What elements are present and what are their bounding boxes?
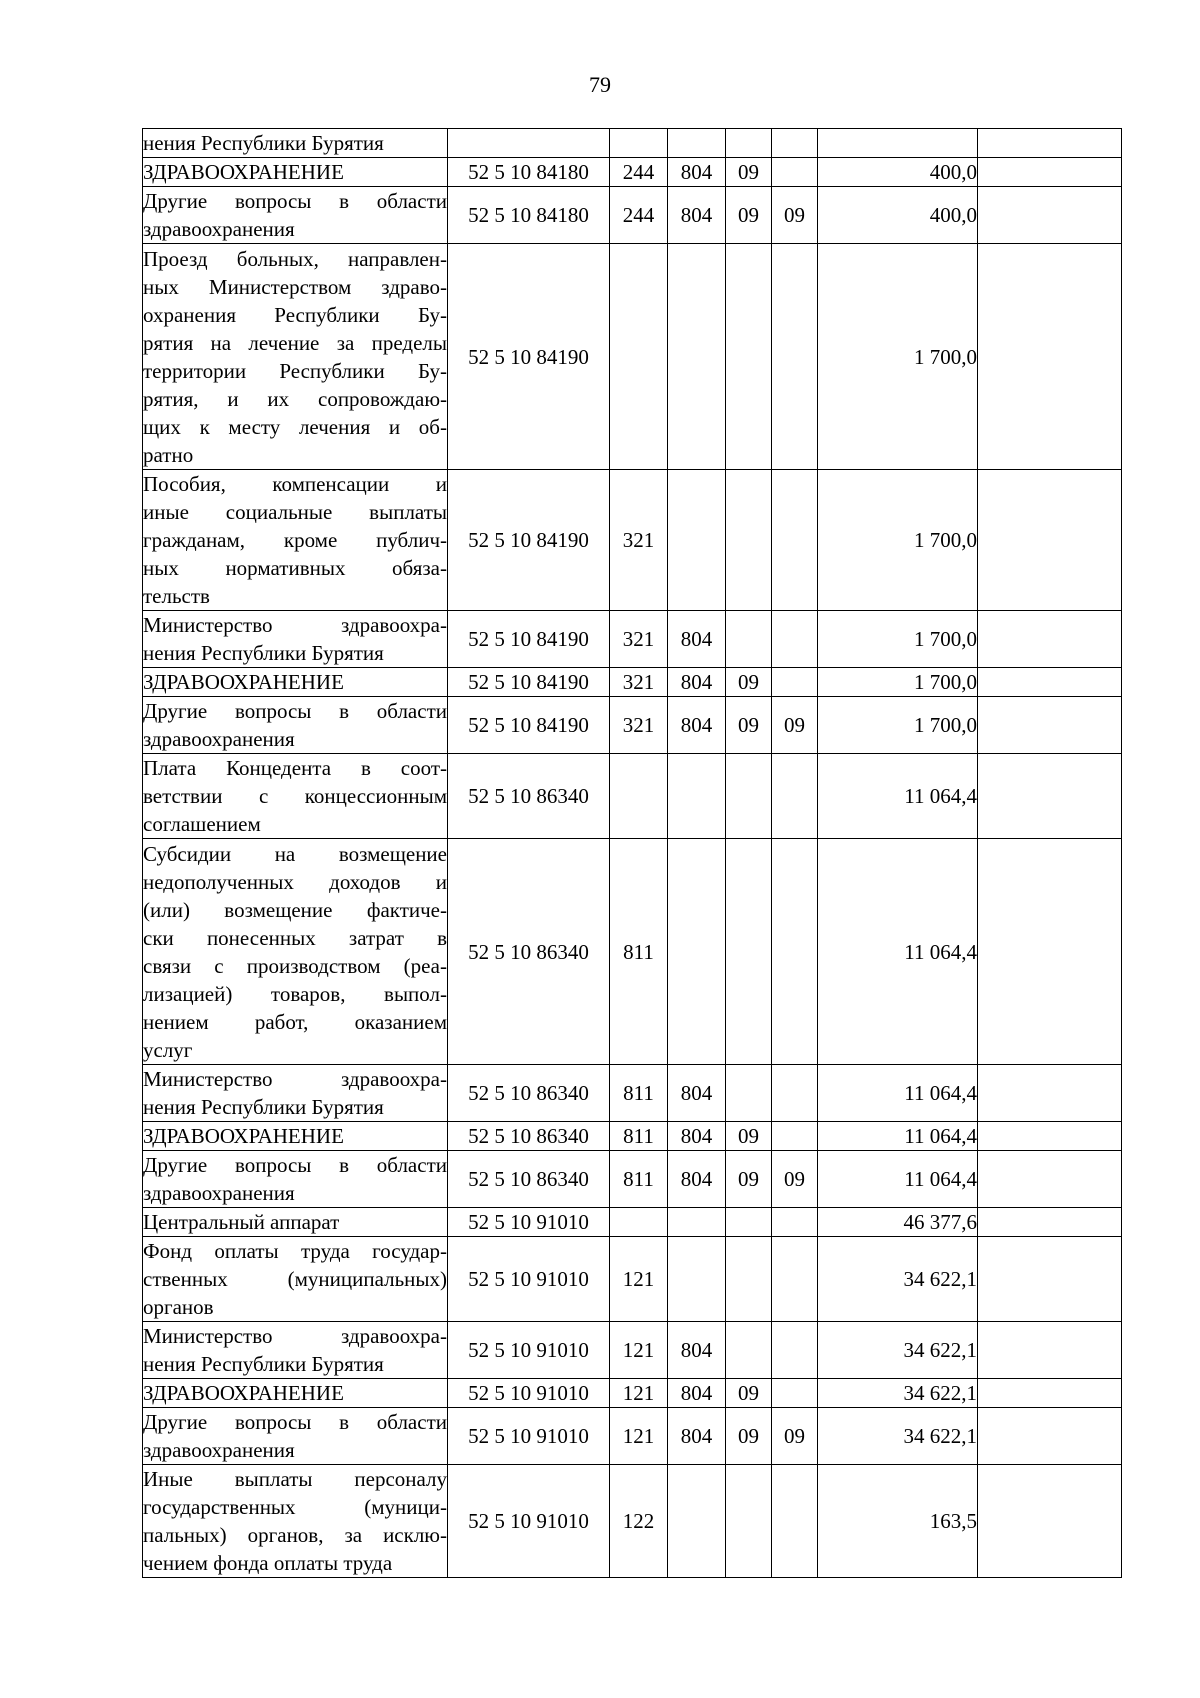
amount-cell: 11 064,4 — [818, 1122, 978, 1151]
row-name-cell — [143, 470, 448, 611]
row-name-cell — [143, 158, 448, 187]
row-name-cell — [143, 1122, 448, 1151]
subsection-cell — [772, 754, 818, 839]
amount-cell: 163,5 — [818, 1465, 978, 1578]
row-name-line: государственных (муници- — [143, 1495, 447, 1519]
section-cell — [726, 1322, 772, 1379]
row-name-line: ратно — [143, 442, 194, 467]
subsection-cell: 09 — [772, 697, 818, 754]
amount-cell: 400,0 — [818, 187, 978, 244]
ministry-code-cell — [668, 1208, 726, 1237]
extra-cell — [978, 1408, 1122, 1465]
amount-cell — [818, 129, 978, 158]
table-row — [143, 244, 1122, 470]
row-name-line: ных нормативных обяза- — [143, 556, 447, 580]
table-row — [143, 1408, 1122, 1465]
row-name-cell — [143, 839, 448, 1065]
amount-cell: 34 622,1 — [818, 1322, 978, 1379]
page-number: 79 — [589, 72, 611, 97]
target-article-code-cell: 52 5 10 84180 — [448, 158, 610, 187]
table-row — [143, 754, 1122, 839]
section-cell: 09 — [726, 187, 772, 244]
expense-type-cell: 321 — [610, 470, 668, 611]
expense-type-cell: 811 — [610, 1122, 668, 1151]
subsection-cell: 09 — [772, 1408, 818, 1465]
row-name-line: (или) возмещение фактиче- — [143, 897, 447, 922]
section-cell — [726, 1065, 772, 1122]
row-name-line: Фонд оплаты труда государ- — [143, 1239, 447, 1263]
ministry-code-cell — [668, 1237, 726, 1322]
row-name-line: Министерство здравоохра- — [143, 1067, 447, 1091]
expense-type-cell: 122 — [610, 1465, 668, 1578]
extra-cell — [978, 1322, 1122, 1379]
row-name-line: ЗДРАВООХРАНЕНИЕ — [143, 1381, 344, 1405]
ministry-code-cell: 804 — [668, 1065, 726, 1122]
ministry-code-cell: 804 — [668, 697, 726, 754]
row-name-line: иные социальные выплаты — [143, 500, 447, 524]
target-article-code-cell: 52 5 10 91010 — [448, 1379, 610, 1408]
section-cell: 09 — [726, 668, 772, 697]
row-name-line: Иные выплаты персоналу — [143, 1467, 447, 1491]
extra-cell — [978, 470, 1122, 611]
row-name-line: здравоохранения — [143, 727, 295, 751]
subsection-cell — [772, 1122, 818, 1151]
expense-type-cell — [610, 129, 668, 158]
subsection-cell — [772, 611, 818, 668]
extra-cell — [978, 611, 1122, 668]
expense-type-cell: 121 — [610, 1237, 668, 1322]
table-row — [143, 839, 1122, 1065]
expense-type-cell — [610, 244, 668, 470]
target-article-code-cell: 52 5 10 91010 — [448, 1408, 610, 1465]
row-name-line: услуг — [143, 1037, 193, 1062]
target-article-code-cell: 52 5 10 84190 — [448, 668, 610, 697]
ministry-code-cell: 804 — [668, 1122, 726, 1151]
target-article-code-cell: 52 5 10 84180 — [448, 187, 610, 244]
table-row — [143, 158, 1122, 187]
section-cell: 09 — [726, 697, 772, 754]
section-cell — [726, 754, 772, 839]
row-name-cell — [143, 1408, 448, 1465]
target-article-code-cell: 52 5 10 86340 — [448, 1065, 610, 1122]
expense-type-cell: 811 — [610, 1065, 668, 1122]
section-cell — [726, 839, 772, 1065]
row-name-cell — [143, 187, 448, 244]
target-article-code-cell: 52 5 10 91010 — [448, 1465, 610, 1578]
target-article-code-cell: 52 5 10 84190 — [448, 697, 610, 754]
row-name-line: недополученных доходов и — [143, 869, 447, 894]
row-name-line: рятия, и их сопровождаю- — [143, 386, 447, 411]
row-name-line: соглашением — [143, 812, 261, 836]
row-name-line: ЗДРАВООХРАНЕНИЕ — [143, 670, 344, 694]
row-name-line: ветствии с концессионным — [143, 784, 447, 808]
row-name-cell — [143, 754, 448, 839]
expense-type-cell: 811 — [610, 839, 668, 1065]
row-name-line: Центральный аппарат — [143, 1210, 340, 1234]
row-name-line: Другие вопросы в области — [143, 699, 447, 723]
amount-cell: 400,0 — [818, 158, 978, 187]
row-name-line: Проезд больных, направлен- — [143, 246, 447, 271]
extra-cell — [978, 1122, 1122, 1151]
expense-type-cell: 811 — [610, 1151, 668, 1208]
row-name-line: щих к месту лечения и об- — [143, 414, 447, 439]
row-name-line: ЗДРАВООХРАНЕНИЕ — [143, 1124, 344, 1148]
extra-cell — [978, 1379, 1122, 1408]
amount-cell: 1 700,0 — [818, 611, 978, 668]
section-cell — [726, 244, 772, 470]
section-cell: 09 — [726, 1408, 772, 1465]
target-article-code-cell: 52 5 10 84190 — [448, 611, 610, 668]
extra-cell — [978, 129, 1122, 158]
row-name-line: нения Республики Бурятия — [143, 1352, 384, 1376]
extra-cell — [978, 1208, 1122, 1237]
target-article-code-cell: 52 5 10 86340 — [448, 754, 610, 839]
table-row — [143, 1208, 1122, 1237]
amount-cell: 11 064,4 — [818, 1151, 978, 1208]
target-article-code-cell: 52 5 10 91010 — [448, 1208, 610, 1237]
subsection-cell — [772, 129, 818, 158]
extra-cell — [978, 754, 1122, 839]
ministry-code-cell: 804 — [668, 668, 726, 697]
expense-type-cell — [610, 754, 668, 839]
row-name-line: гражданам, кроме публич- — [143, 528, 447, 552]
target-article-code-cell: 52 5 10 86340 — [448, 1151, 610, 1208]
row-name-cell — [143, 1379, 448, 1408]
row-name-line: Другие вопросы в области — [143, 1410, 447, 1434]
target-article-code-cell: 52 5 10 91010 — [448, 1237, 610, 1322]
expense-type-cell: 321 — [610, 611, 668, 668]
expense-type-cell: 321 — [610, 668, 668, 697]
subsection-cell — [772, 1322, 818, 1379]
amount-cell: 11 064,4 — [818, 839, 978, 1065]
row-name-cell — [143, 1151, 448, 1208]
ministry-code-cell — [668, 839, 726, 1065]
row-name-line: нения Республики Бурятия — [143, 131, 384, 155]
row-name-line: нения Республики Бурятия — [143, 641, 384, 665]
row-name-line: рятия на лечение за пределы — [143, 330, 447, 355]
extra-cell — [978, 697, 1122, 754]
row-name-line: здравоохранения — [143, 217, 295, 241]
table-row — [143, 1237, 1122, 1322]
target-article-code-cell: 52 5 10 91010 — [448, 1322, 610, 1379]
ministry-code-cell: 804 — [668, 187, 726, 244]
row-name-line: чением фонда оплаты труда — [143, 1551, 393, 1575]
ministry-code-cell: 804 — [668, 611, 726, 668]
row-name-line: здравоохранения — [143, 1438, 295, 1462]
row-name-cell — [143, 1322, 448, 1379]
table-row — [143, 1151, 1122, 1208]
extra-cell — [978, 187, 1122, 244]
row-name-line: Плата Концедента в соот- — [143, 756, 447, 780]
row-name-line: территории Республики Бу- — [143, 358, 447, 383]
amount-cell: 34 622,1 — [818, 1408, 978, 1465]
subsection-cell — [772, 1379, 818, 1408]
row-name-line: Другие вопросы в области — [143, 1153, 447, 1177]
row-name-cell — [143, 129, 448, 158]
table-row — [143, 129, 1122, 158]
amount-cell: 34 622,1 — [818, 1237, 978, 1322]
table-row — [143, 470, 1122, 611]
table-row — [143, 1465, 1122, 1578]
subsection-cell — [772, 1465, 818, 1578]
row-name-line: нения Республики Бурятия — [143, 1095, 384, 1119]
expense-type-cell: 321 — [610, 697, 668, 754]
section-cell: 09 — [726, 1122, 772, 1151]
section-cell — [726, 470, 772, 611]
extra-cell — [978, 839, 1122, 1065]
row-name-line: органов — [143, 1295, 214, 1319]
subsection-cell — [772, 158, 818, 187]
row-name-line: ных Министерством здраво- — [143, 274, 447, 299]
section-cell — [726, 1208, 772, 1237]
ministry-code-cell: 804 — [668, 1322, 726, 1379]
amount-cell: 1 700,0 — [818, 668, 978, 697]
subsection-cell — [772, 470, 818, 611]
row-name-cell — [143, 1237, 448, 1322]
row-name-cell — [143, 1065, 448, 1122]
ministry-code-cell — [668, 244, 726, 470]
section-cell: 09 — [726, 1151, 772, 1208]
row-name-cell — [143, 1208, 448, 1237]
extra-cell — [978, 1465, 1122, 1578]
amount-cell: 1 700,0 — [818, 697, 978, 754]
table-row — [143, 1322, 1122, 1379]
ministry-code-cell: 804 — [668, 1379, 726, 1408]
row-name-line: ски понесенных затрат в — [143, 925, 447, 950]
row-name-line: охранения Республики Бу- — [143, 302, 447, 327]
target-article-code-cell: 52 5 10 84190 — [448, 470, 610, 611]
ministry-code-cell: 804 — [668, 158, 726, 187]
expense-type-cell: 121 — [610, 1322, 668, 1379]
section-cell: 09 — [726, 1379, 772, 1408]
row-name-line: связи с производством (реа- — [143, 953, 447, 978]
subsection-cell — [772, 1065, 818, 1122]
section-cell — [726, 129, 772, 158]
table-row — [143, 668, 1122, 697]
subsection-cell: 09 — [772, 1151, 818, 1208]
row-name-line: ственных (муниципальных) — [143, 1267, 447, 1291]
table-row — [143, 1065, 1122, 1122]
row-name-cell — [143, 611, 448, 668]
row-name-line: Министерство здравоохра- — [143, 613, 447, 637]
table-row — [143, 187, 1122, 244]
expense-type-cell — [610, 1208, 668, 1237]
extra-cell — [978, 1065, 1122, 1122]
expense-type-cell: 244 — [610, 187, 668, 244]
expense-type-cell: 121 — [610, 1379, 668, 1408]
target-article-code-cell: 52 5 10 84190 — [448, 244, 610, 470]
section-cell — [726, 1237, 772, 1322]
subsection-cell — [772, 1208, 818, 1237]
ministry-code-cell — [668, 754, 726, 839]
subsection-cell — [772, 1237, 818, 1322]
section-cell — [726, 611, 772, 668]
row-name-cell — [143, 697, 448, 754]
extra-cell — [978, 158, 1122, 187]
row-name-line: Пособия, компенсации и — [143, 472, 447, 496]
table-row — [143, 1122, 1122, 1151]
amount-cell: 1 700,0 — [818, 470, 978, 611]
row-name-line: нением работ, оказанием — [143, 1009, 447, 1034]
table-row — [143, 697, 1122, 754]
ministry-code-cell — [668, 470, 726, 611]
target-article-code-cell: 52 5 10 86340 — [448, 1122, 610, 1151]
ministry-code-cell — [668, 129, 726, 158]
budget-table — [142, 128, 1122, 1578]
extra-cell — [978, 668, 1122, 697]
row-name-line: Другие вопросы в области — [143, 189, 447, 213]
extra-cell — [978, 1151, 1122, 1208]
subsection-cell — [772, 244, 818, 470]
table-row — [143, 611, 1122, 668]
row-name-line: Министерство здравоохра- — [143, 1324, 447, 1348]
amount-cell: 11 064,4 — [818, 754, 978, 839]
section-cell: 09 — [726, 158, 772, 187]
row-name-line: лизацией) товаров, выпол- — [143, 981, 447, 1006]
ministry-code-cell: 804 — [668, 1151, 726, 1208]
row-name-line: пальных) органов, за исклю- — [143, 1523, 447, 1547]
row-name-cell — [143, 668, 448, 697]
target-article-code-cell: 52 5 10 86340 — [448, 839, 610, 1065]
ministry-code-cell: 804 — [668, 1408, 726, 1465]
extra-cell — [978, 244, 1122, 470]
amount-cell: 1 700,0 — [818, 244, 978, 470]
row-name-cell — [143, 1465, 448, 1578]
subsection-cell — [772, 839, 818, 1065]
amount-cell: 34 622,1 — [818, 1379, 978, 1408]
row-name-line: ЗДРАВООХРАНЕНИЕ — [143, 160, 344, 184]
subsection-cell — [772, 668, 818, 697]
subsection-cell: 09 — [772, 187, 818, 244]
target-article-code-cell — [448, 129, 610, 158]
row-name-line: тельств — [143, 584, 210, 608]
amount-cell: 11 064,4 — [818, 1065, 978, 1122]
ministry-code-cell — [668, 1465, 726, 1578]
row-name-line: Субсидии на возмещение — [143, 841, 447, 866]
amount-cell: 46 377,6 — [818, 1208, 978, 1237]
row-name-cell — [143, 244, 448, 470]
table-body — [143, 129, 1122, 1578]
section-cell — [726, 1465, 772, 1578]
extra-cell — [978, 1237, 1122, 1322]
row-name-line: здравоохранения — [143, 1181, 295, 1205]
expense-type-cell: 244 — [610, 158, 668, 187]
table-row — [143, 1379, 1122, 1408]
expense-type-cell: 121 — [610, 1408, 668, 1465]
